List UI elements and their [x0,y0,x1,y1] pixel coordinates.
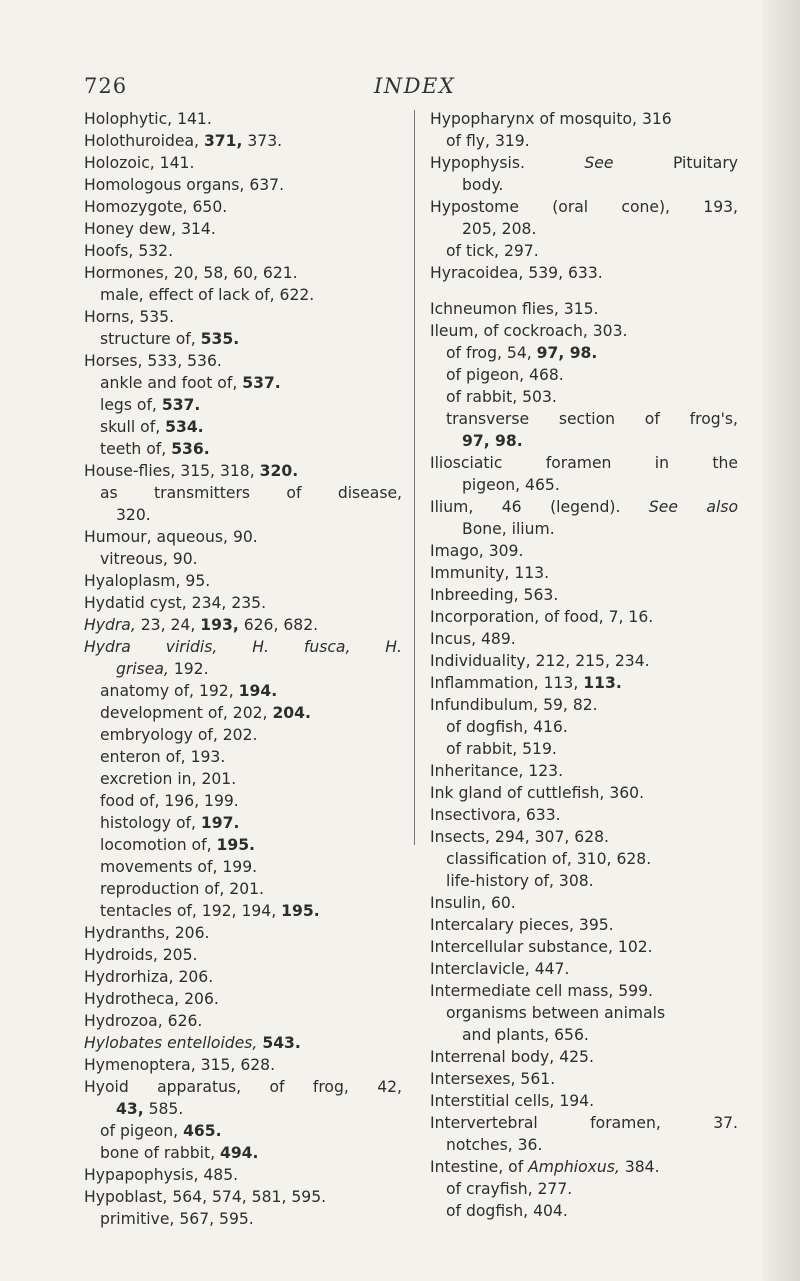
index-text-segment: 195. [216,836,255,854]
index-text-segment: male, effect of lack of, 622. [100,286,315,304]
index-text-segment: Hypopharynx of mosquito, 316 [430,110,672,128]
index-text-segment: 373. [242,132,283,150]
index-entry [84,350,402,372]
index-text-segment: of tick, 297. [446,242,539,260]
index-entry [430,892,738,914]
index-text-segment: excretion in, 201. [100,770,237,788]
index-text-segment: Hyracoidea, 539, 633. [430,264,603,282]
index-text-segment: of pigeon, [100,1122,184,1140]
index-subentry [430,130,738,152]
index-entry [430,760,738,782]
index-subentry [84,548,402,570]
index-text-segment: Individuality, 212, 215, 234. [430,652,650,670]
index-text-segment: Horses, 533, 536. [84,352,222,370]
index-text-segment: Hypapophysis, 485. [84,1166,239,1184]
index-text-segment: Inheritance, 123. [430,762,564,780]
index-text-segment: of dogfish, 404. [446,1202,568,1220]
index-text-segment: life-history of, 308. [446,872,594,890]
index-subentry [84,482,402,504]
index-entry [430,650,738,672]
index-subentry [84,1142,402,1164]
page-header [84,74,724,106]
index-text-segment: 97, 98. [462,432,523,450]
index-subentry [84,372,402,394]
index-text-segment: Immunity, 113. [430,564,550,582]
page-number: 726 [84,74,128,98]
index-text-segment: 585. [143,1100,184,1118]
index-text-segment: 537. [161,396,201,414]
index-subentry [84,328,402,350]
index-text-segment: Hydra, [84,616,136,634]
running-head-title: INDEX [374,74,456,98]
index-text-segment: Hydrozoa, 626. [84,1012,203,1030]
index-entry [430,262,738,284]
index-text-segment: Intermediate cell mass, 599. [430,982,653,1000]
index-text-segment: Imago, 309. [430,542,524,560]
index-text-segment: Insects, 294, 307, 628. [430,828,610,846]
index-text-segment: anatomy of, 192, [100,682,239,700]
index-text-segment: Infundibulum, 59, 82. [430,696,598,714]
index-entry [84,1054,402,1076]
index-text-segment: and plants, 656. [462,1026,589,1044]
index-text-segment: Hydra viridis, H. fusca, H. [84,638,402,656]
index-text-segment: Ileum, of cockroach, 303. [430,322,628,340]
index-text-segment: Hydatid cyst, 234, 235. [84,594,267,612]
index-text-segment: 23, 24, [135,616,201,634]
index-text-segment: 205, 208. [462,220,537,238]
index-subentry [84,900,402,922]
index-subentry [430,716,738,738]
index-subentry [430,1200,738,1222]
index-text-segment: Hormones, 20, 58, 60, 621. [84,264,298,282]
index-text-segment: of rabbit, 519. [446,740,557,758]
index-entry [84,152,402,174]
index-entry [430,452,738,474]
index-text-segment: 371, [203,132,243,150]
index-entry [84,460,402,482]
index-subentry [84,790,402,812]
index-subentry [84,658,402,680]
index-text-segment: Hyoid apparatus, of frog, 42, [84,1078,402,1096]
index-column-right [430,108,738,1222]
index-entry [84,526,402,548]
index-entry [430,196,738,218]
index-entry [84,218,402,240]
index-subentry [430,430,738,452]
index-text-segment: Hypoblast, 564, 574, 581, 595. [84,1188,327,1206]
index-entry [84,988,402,1010]
index-text-segment: 320. [116,506,151,524]
index-text-segment: Ichneumon flies, 315. [430,300,599,318]
index-text-segment: of crayfish, 277. [446,1180,573,1198]
index-text-segment: Intercellular substance, 102. [430,938,653,956]
index-text-segment: reproduction of, 201. [100,880,265,898]
index-text-segment: Insectivora, 633. [430,806,561,824]
index-letter-gap [430,284,738,298]
index-text-segment: Intestine, of [430,1158,529,1176]
index-entry [430,606,738,628]
index-text-segment: of frog, 54, [446,344,537,362]
index-text-segment: Intervertebral foramen, 37. [430,1114,738,1132]
index-text-segment: transverse section of frog's, [446,410,738,428]
index-entry [430,108,738,130]
index-text-segment: bone of rabbit, [100,1144,220,1162]
index-text-segment: Intersexes, 561. [430,1070,556,1088]
index-entry [84,570,402,592]
index-entry [430,1046,738,1068]
index-entry [430,320,738,342]
index-text-segment: organisms between animals [446,1004,666,1022]
index-entry [84,1032,402,1054]
index-entry [84,130,402,152]
index-text-segment: 384. [619,1158,660,1176]
index-subentry [430,738,738,760]
index-subentry [430,474,738,496]
index-text-segment: vitreous, 90. [100,550,198,568]
index-text-segment: Intercalary pieces, 395. [430,916,614,934]
index-entry [430,782,738,804]
index-entry [430,298,738,320]
index-subentry [430,342,738,364]
index-subentry [430,1178,738,1200]
index-text-segment: 537. [242,374,281,392]
index-subentry [84,768,402,790]
index-subentry [84,812,402,834]
index-entry [84,966,402,988]
index-entry [430,826,738,848]
index-text-segment: Hydranths, 206. [84,924,210,942]
index-text-segment: Iliosciatic foramen in the [430,454,738,472]
index-subentry [84,878,402,900]
index-entry [430,914,738,936]
index-text-segment: Hylobates entelloides, [84,1034,258,1052]
index-subentry [84,680,402,702]
index-entry [84,1010,402,1032]
index-subentry [430,1002,738,1024]
index-subentry [430,174,738,196]
index-text-segment: Holothuroidea, [84,132,204,150]
index-entry [430,1090,738,1112]
index-entry [84,240,402,262]
index-text-segment: of fly, 319. [446,132,530,150]
index-text-segment: See also [648,498,738,516]
index-subentry [84,394,402,416]
index-subentry [84,834,402,856]
index-text-segment: 535. [200,330,240,348]
index-entry [430,496,738,518]
index-subentry [430,848,738,870]
index-text-segment: 113. [583,674,622,692]
index-text-segment: Honey dew, 314. [84,220,216,238]
index-entry [430,672,738,694]
index-entry [84,944,402,966]
index-text-segment: 193, [200,616,239,634]
index-text-segment: enteron of, 193. [100,748,226,766]
index-text-segment: body. [462,176,504,194]
index-text-segment: Ilium, 46 (legend). [430,498,649,516]
index-text-segment: Homozygote, 650. [84,198,228,216]
index-text-segment: Bone, ilium. [462,520,555,538]
index-text-segment: Ink gland of cuttlefish, 360. [430,784,645,802]
index-text-segment: histology of, [100,814,201,832]
column-divider [414,110,415,845]
index-entry [84,196,402,218]
index-text-segment: grisea, [116,660,169,678]
index-entry [84,636,402,658]
index-text-segment: 543. [262,1034,301,1052]
index-subentry [84,416,402,438]
index-subentry [84,1208,402,1230]
index-column-left [84,108,402,1230]
index-text-segment: skull of, [100,418,166,436]
index-text-segment: Insulin, 60. [430,894,516,912]
index-text-segment: Incus, 489. [430,630,516,648]
index-subentry [430,870,738,892]
index-text-segment: Hoofs, 532. [84,242,174,260]
index-subentry [84,1098,402,1120]
index-text-segment: 97, 98. [536,344,598,362]
index-subentry [84,724,402,746]
index-entry [84,592,402,614]
index-text-segment: Interclavicle, 447. [430,960,570,978]
index-text-segment: 494. [219,1144,259,1162]
index-text-segment: Horns, 535. [84,308,175,326]
index-text-segment: 197. [200,814,240,832]
index-entry [430,584,738,606]
index-text-segment: notches, 36. [446,1136,543,1154]
index-text-segment: Hymenoptera, 315, 628. [84,1056,276,1074]
index-subentry [84,702,402,724]
index-text-segment: Hydroids, 205. [84,946,198,964]
index-subentry [84,746,402,768]
index-entry [430,562,738,584]
index-entry [84,108,402,130]
index-entry [430,540,738,562]
index-entry [84,174,402,196]
index-text-segment: as transmitters of disease, [100,484,402,502]
index-text-segment: primitive, 567, 595. [100,1210,254,1228]
index-text-segment: Hyaloplasm, 95. [84,572,211,590]
index-entry [84,1164,402,1186]
index-entry [84,262,402,284]
index-text-segment: of rabbit, 503. [446,388,557,406]
index-text-segment: legs of, [100,396,162,414]
index-text-segment: 204. [272,704,311,722]
index-text-segment: 195. [281,902,320,920]
index-subentry [430,386,738,408]
index-entry [430,980,738,1002]
index-text-segment: 536. [171,440,210,458]
index-subentry [430,1024,738,1046]
index-text-segment: 534. [165,418,204,436]
index-text-segment: Amphioxus, [528,1158,620,1176]
index-entry [84,614,402,636]
index-entry [84,922,402,944]
index-text-segment: Holozoic, 141. [84,154,195,172]
index-entry [430,152,738,174]
index-text-segment: Homologous organs, 637. [84,176,285,194]
page-edge-shadow [762,0,800,1281]
index-entry [430,694,738,716]
index-text-segment: 194. [238,682,278,700]
index-text-segment: 192. [168,660,209,678]
index-entry [430,1068,738,1090]
index-text-segment: Hypophysis. [430,154,585,172]
index-text-segment: Interrenal body, 425. [430,1048,594,1066]
index-text-segment: movements of, 199. [100,858,258,876]
index-entry [430,1112,738,1134]
index-text-segment: teeth of, [100,440,172,458]
index-text-segment: Holophytic, 141. [84,110,212,128]
index-text-segment: development of, 202, [100,704,273,722]
index-subentry [430,408,738,430]
index-subentry [84,1120,402,1142]
index-text-segment: pigeon, 465. [462,476,560,494]
index-subentry [430,218,738,240]
index-text-segment: locomotion of, [100,836,217,854]
index-text-segment: Interstitial cells, 194. [430,1092,595,1110]
index-text-segment: 465. [183,1122,222,1140]
index-text-segment: food of, 196, 199. [100,792,239,810]
index-text-segment: Hypostome (oral cone), 193, [430,198,738,216]
index-text-segment: 626, 682. [238,616,319,634]
index-text-segment: ankle and foot of, [100,374,243,392]
index-entry [430,958,738,980]
index-text-segment: Hydrotheca, 206. [84,990,219,1008]
index-text-segment: classification of, 310, 628. [446,850,652,868]
index-entry [430,804,738,826]
index-subentry [84,284,402,306]
index-text-segment: House-flies, 315, 318, [84,462,260,480]
index-text-segment: of pigeon, 468. [446,366,564,384]
index-text-segment: embryology of, 202. [100,726,258,744]
index-text-segment: structure of, [100,330,201,348]
index-text-segment: Inbreeding, 563. [430,586,559,604]
index-text-segment: 320. [259,462,299,480]
index-text-segment: Humour, aqueous, 90. [84,528,258,546]
index-entry [430,1156,738,1178]
index-entry [84,1186,402,1208]
index-entry [84,306,402,328]
index-subentry [84,438,402,460]
index-entry [430,628,738,650]
index-text-segment: Pituitary [613,154,738,172]
index-text-segment: tentacles of, 192, 194, [100,902,282,920]
index-text-segment: Hydrorhiza, 206. [84,968,214,986]
index-subentry [430,240,738,262]
index-text-segment: See [584,154,614,172]
index-subentry [84,504,402,526]
index-subentry [430,518,738,540]
index-entry [430,936,738,958]
index-text-segment: of dogfish, 416. [446,718,568,736]
index-entry [84,1076,402,1098]
index-subentry [430,1134,738,1156]
index-text-segment: Incorporation, of food, 7, 16. [430,608,654,626]
index-subentry [84,856,402,878]
index-text-segment: Inflammation, 113, [430,674,584,692]
index-text-segment: 43, [116,1100,144,1118]
index-subentry [430,364,738,386]
